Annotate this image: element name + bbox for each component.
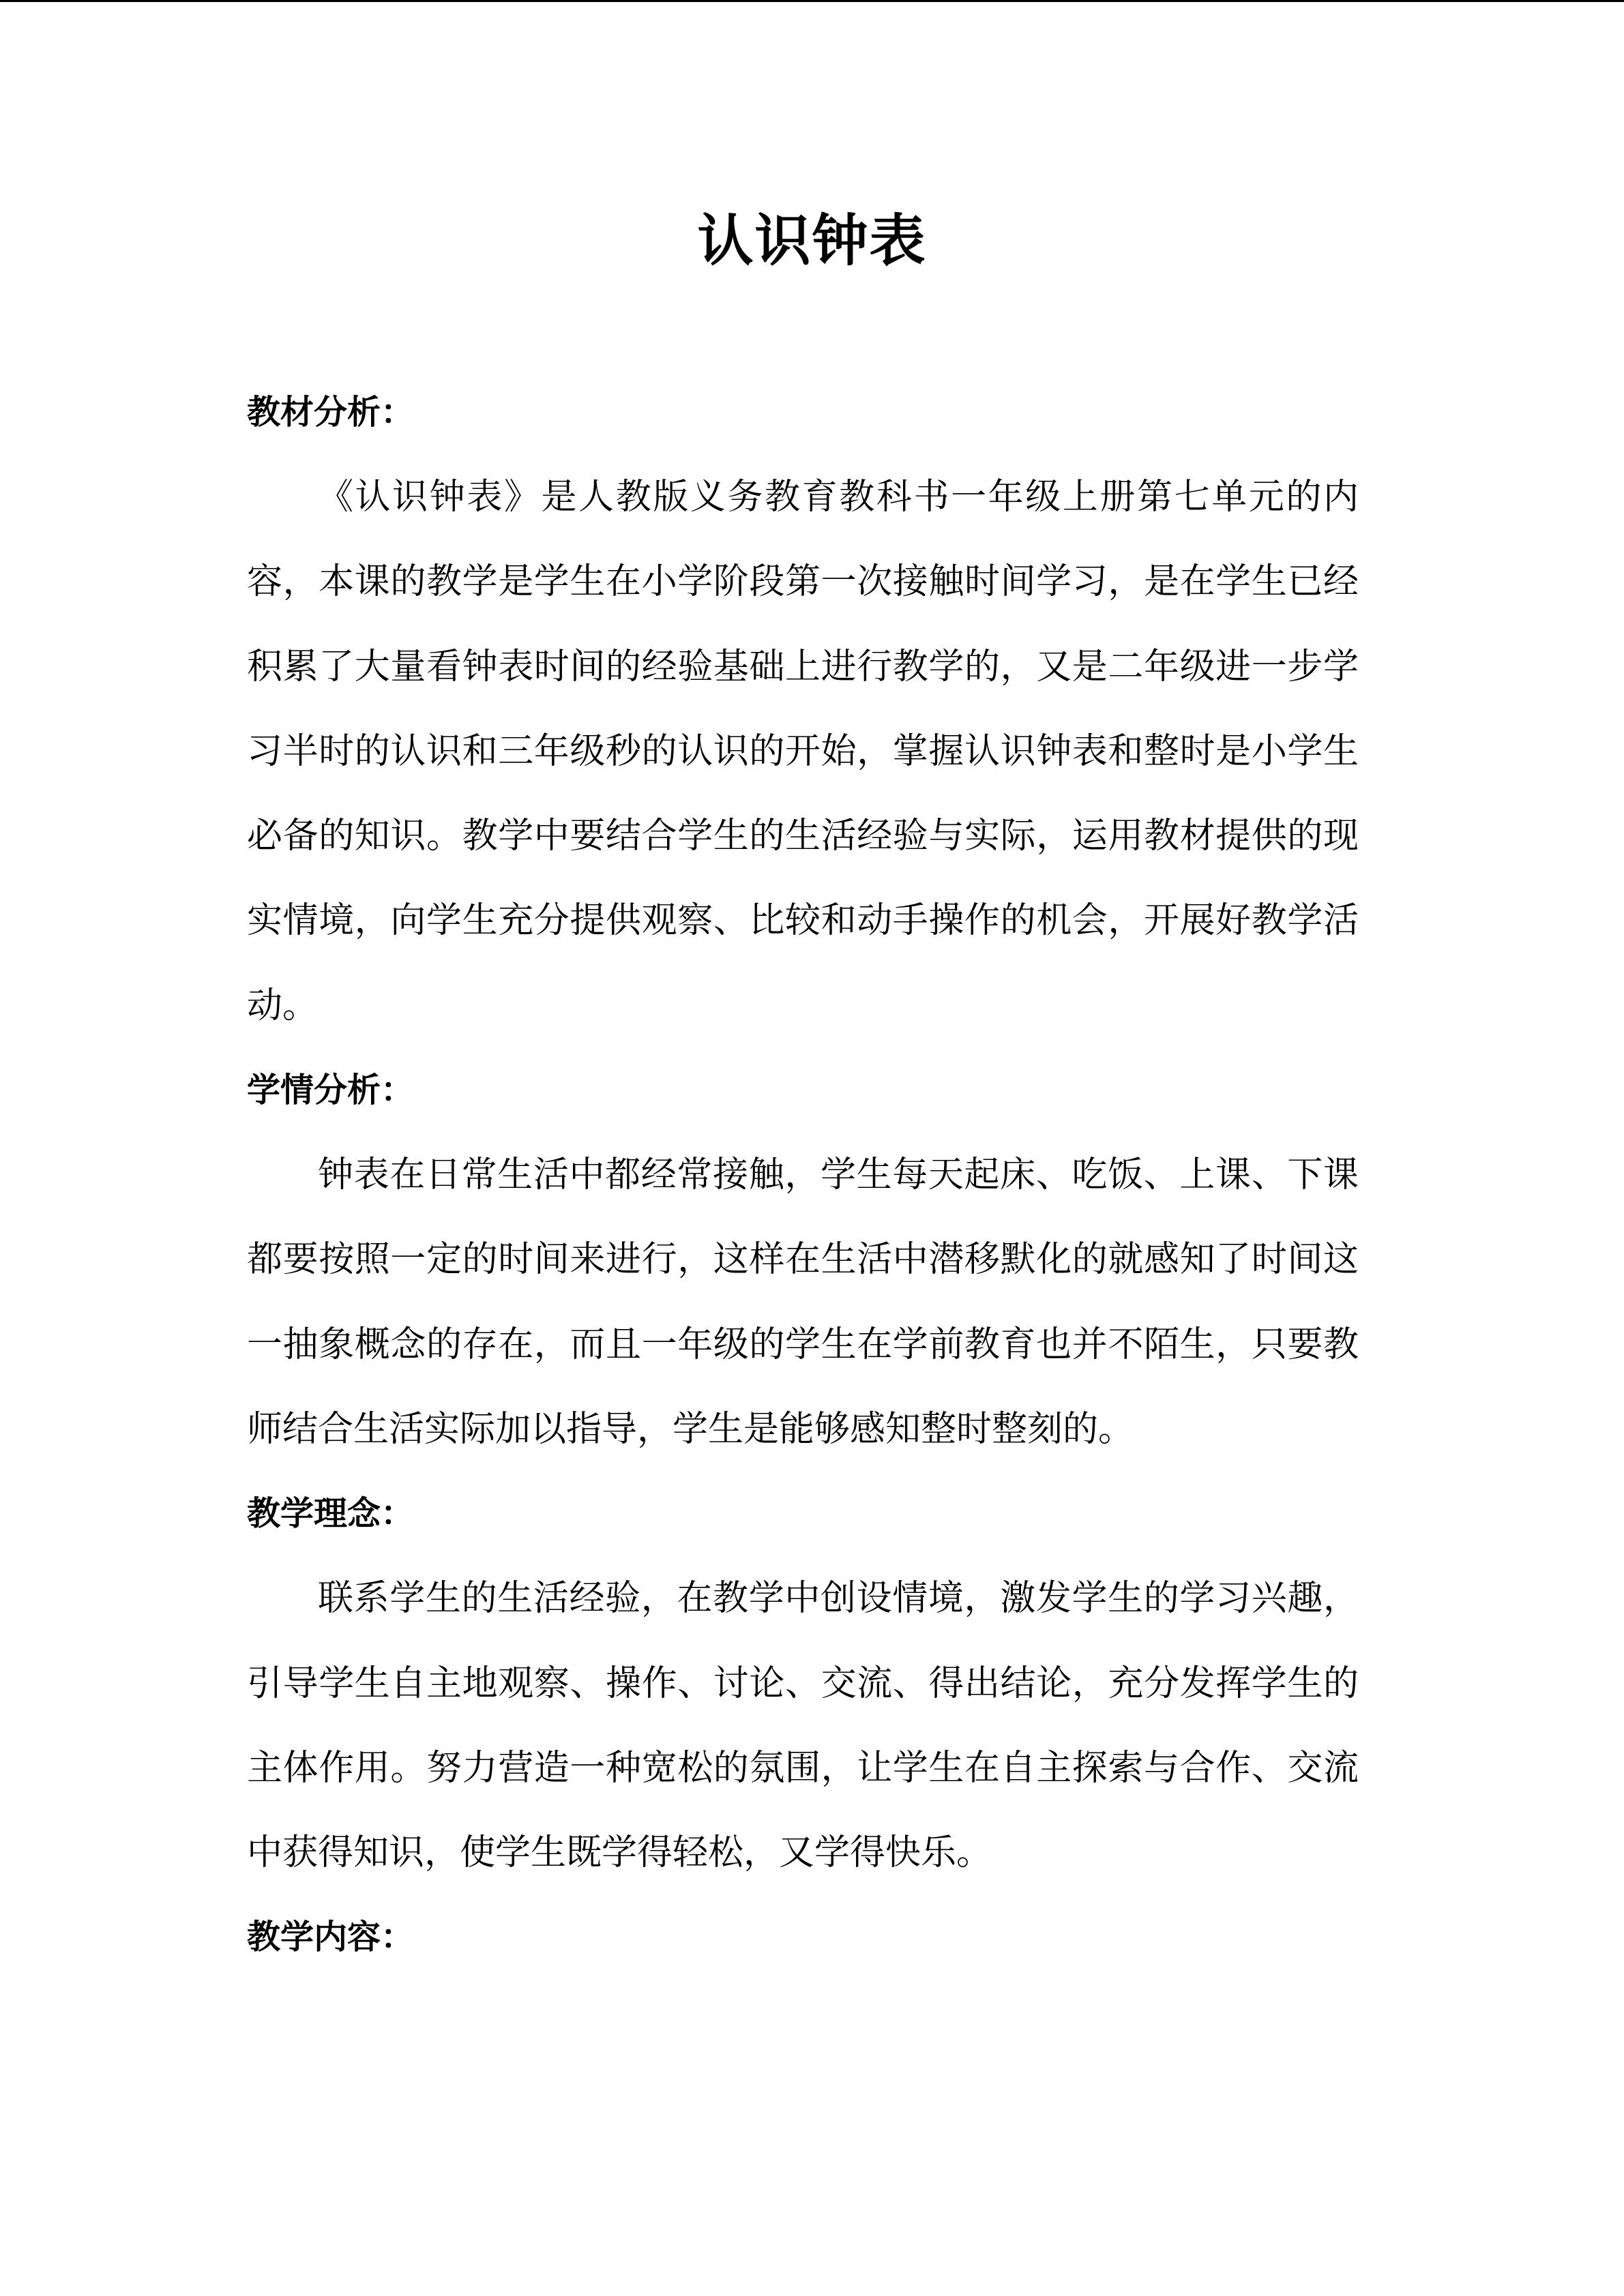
section-heading-teaching-content: 教学内容： [247,1918,415,1957]
section-paragraph-teaching-philosophy: 联系学生的生活经验，在教学中创设情境，激发学生的学习兴趣，引导学生自主地观察、操作、讨论、交流、得出结论，充分发挥学生的主体作用。努力营造一种宽松的氛围，让学生在自主探索与合作、交流中获得知识，使学生既学得轻松，又学得快乐。 [247,1578,1359,1874]
document-title: 认识钟表 [697,209,927,273]
document-body [247,370,1359,1980]
section-paragraph-textbook-analysis: 《认识钟表》是人教版义务教育教科书一年级上册第七单元的内容，本课的教学是学生在小学阶段第一次接触时间学习，是在学生已经积累了大量看钟表时间的经验基础上进行教学的，又是二年级进一步学习半时的认识和三年级秒的认识的开始，掌握认识钟表和整时是小学生必备的知识。教学中要结合学生的生活经验与实际，运用教材提供的现实情境，向学生充分提供观察、比较和动手操作的机会，开展好教学活动。 [247,477,1359,1026]
section-heading-textbook-analysis: 教材分析： [247,393,415,432]
section-heading-teaching-philosophy: 教学理念： [247,1494,415,1534]
section-paragraph-student-analysis: 钟表在日常生活中都经常接触，学生每天起床、吃饭、上课、下课都要按照一定的时间来进行，这样在生活中潜移默化的就感知了时间这一抽象概念的存在，而且一年级的学生在学前教育也并不陌生，只要教师结合生活实际加以指导，学生是能够感知整时整刻的。 [247,1154,1359,1450]
section-heading-student-analysis: 学情分析： [247,1071,415,1110]
